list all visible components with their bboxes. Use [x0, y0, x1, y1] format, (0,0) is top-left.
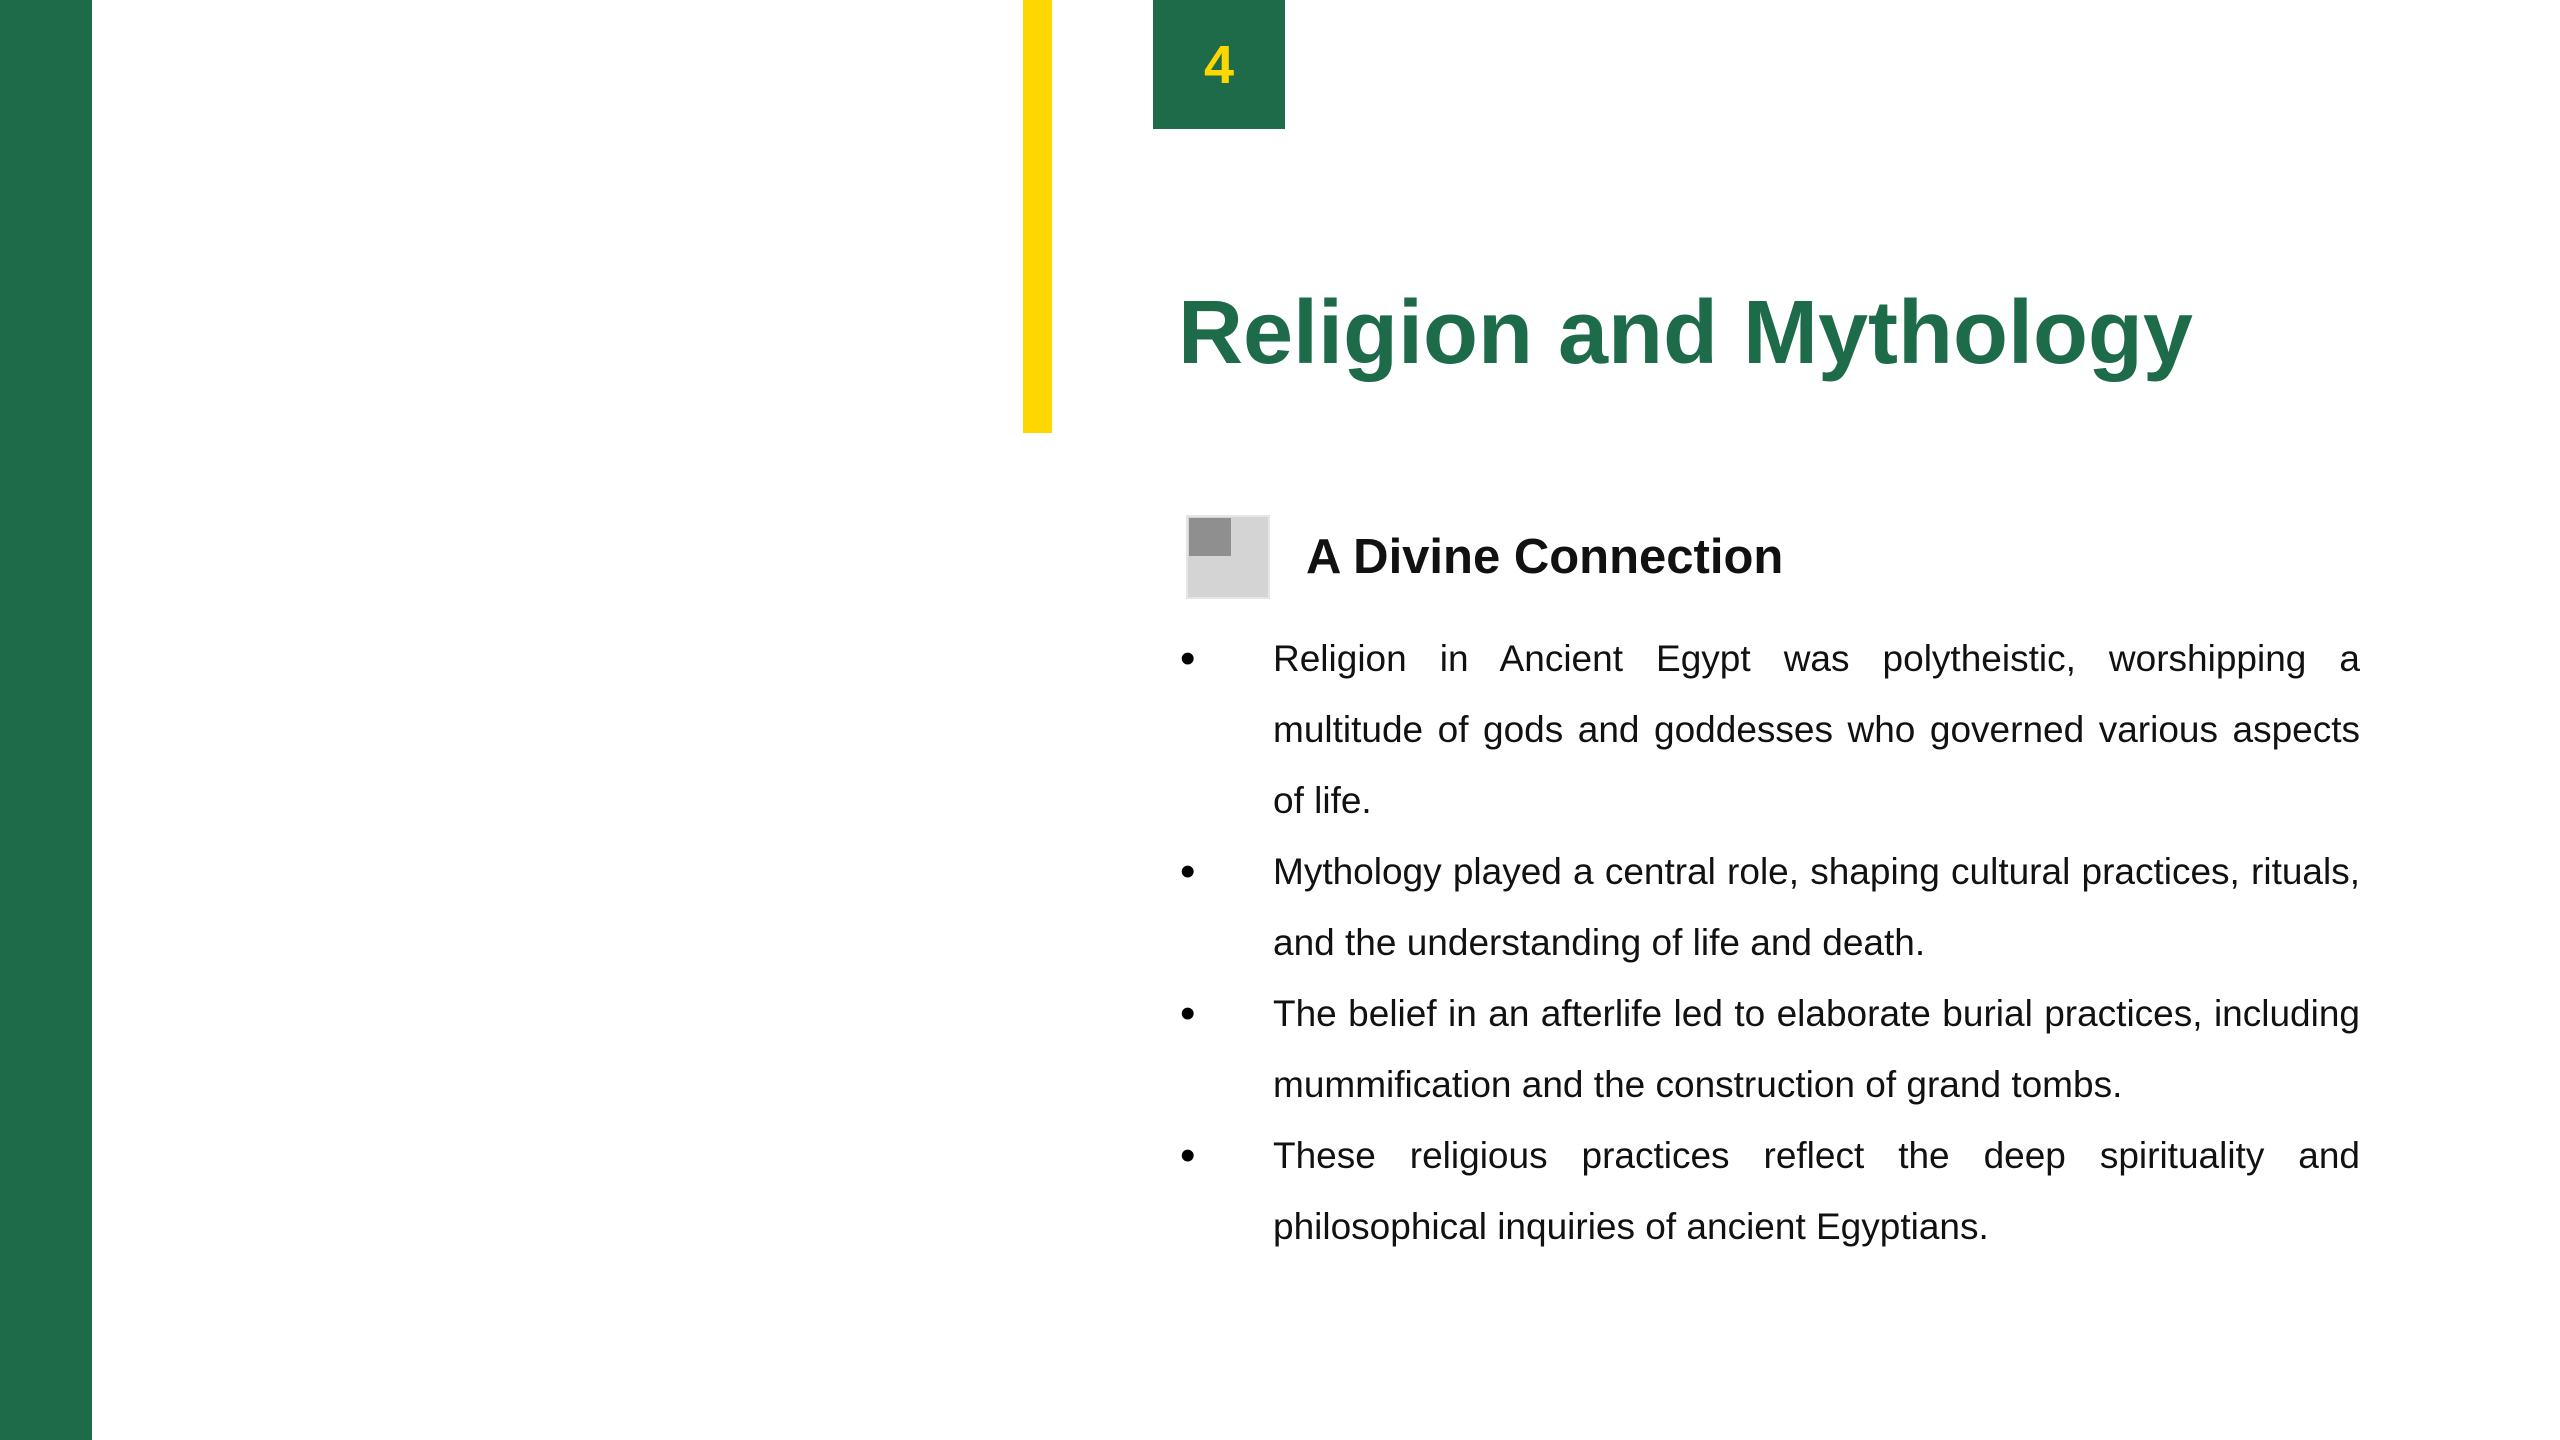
- bullet-text: These religious practices reflect the deep spirituality and philosophical inquiries of ancient Egyptians.: [1273, 1135, 2360, 1247]
- subheading: A Divine Connection: [1306, 530, 1784, 584]
- square-stack-icon-front: [1189, 518, 1231, 556]
- bullet-dot: •: [1180, 847, 1196, 896]
- bullet-item: [1180, 1120, 2360, 1262]
- bullet-dot: •: [1180, 989, 1196, 1038]
- subheading-row: [1186, 515, 1783, 599]
- slide-title: Religion and Mythology: [1178, 283, 2193, 383]
- yellow-accent-bar: [1023, 0, 1052, 433]
- bullet-item: [1180, 623, 2360, 836]
- bullet-text: The belief in an afterlife led to elaborate burial practices, including mummification and the construction of grand tombs.: [1273, 993, 2360, 1105]
- square-stack-icon: [1186, 515, 1270, 599]
- bullet-item: [1180, 978, 2360, 1120]
- bullet-dot: •: [1180, 1131, 1196, 1180]
- left-green-band: [0, 0, 92, 1440]
- page-number-badge: [1153, 0, 1285, 129]
- bullet-item: [1180, 836, 2360, 978]
- bullet-list: [1180, 623, 2360, 1262]
- page-number: 4: [1203, 34, 1235, 95]
- bullet-dot: •: [1180, 634, 1196, 683]
- bullet-text: Mythology played a central role, shaping cultural practices, rituals, and the understanding of life and death.: [1273, 851, 2360, 963]
- bullet-text: Religion in Ancient Egypt was polytheistic, worshipping a multitude of gods and goddesses who governed various aspects of life.: [1273, 638, 2360, 821]
